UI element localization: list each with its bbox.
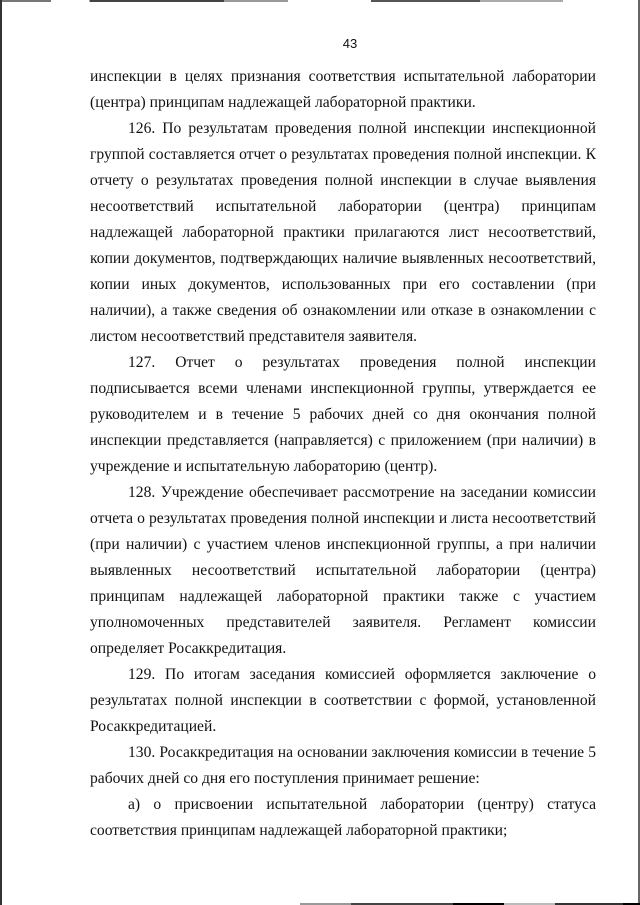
scan-edge-left	[0, 0, 2, 905]
paragraph-126: 126. По результатам проведения полной инспекции инспекционной группой составляется отчет о результатах проведения полной инспекции. К отчету о результатах проведения полной инспекции в случае выявления несоответствий испытательной лаборатории (центра) принципам надлежащей лабораторной практики прилагаются лист несоответствий, копии документов, подтверждающих наличие выявленных несоответствий, копии иных документов, использованных при его составлении (при наличии), а также сведения об ознакомлении или отказе в ознакомлении с листом несоответствий представителя заявителя.	[90, 120, 596, 345]
paragraph-130-a: а) о присвоении испытательной лаборатории (центру) статуса соответствия принципам надлежащей лабораторной практики;	[90, 796, 596, 839]
scan-edge-top	[0, 0, 640, 2]
page-number: 43	[342, 36, 358, 51]
paragraph-128: 128. Учреждение обеспечивает рассмотрение на заседании комиссии отчета о результатах проведения полной инспекции и листа несоответствий (при наличии) с участием членов инспекционной группы, а при наличии выявленных несоответствий испытательной лаборатории (центра) принципам надлежащей лабораторной практики также с участием уполномоченных представителей заявителя. Регламент комиссии определяет Росаккредитация.	[90, 484, 596, 657]
paragraph-127: 127. Отчет о результатах проведения полной инспекции подписывается всеми членами инспекционной группы, утверждается ее руководителем и в течение 5 рабочих дней со дня окончания полной инспекции представляется (направляется) с приложением (при наличии) в учреждение и испытательную лабораторию (центр).	[90, 354, 596, 475]
paragraph-130: 130. Росаккредитация на основании заключения комиссии в течение 5 рабочих дней со дня его поступления принимает решение:	[90, 744, 596, 787]
document-body	[90, 64, 596, 844]
paragraph-continuation: инспекции в целях признания соответствия испытательной лаборатории (центра) принципам надлежащей лабораторной практики.	[90, 68, 596, 111]
paragraph-129: 129. По итогам заседания комиссией оформляется заключение о результатах полной инспекции в соответствии с формой, установленной Росаккредитацией.	[90, 666, 596, 735]
